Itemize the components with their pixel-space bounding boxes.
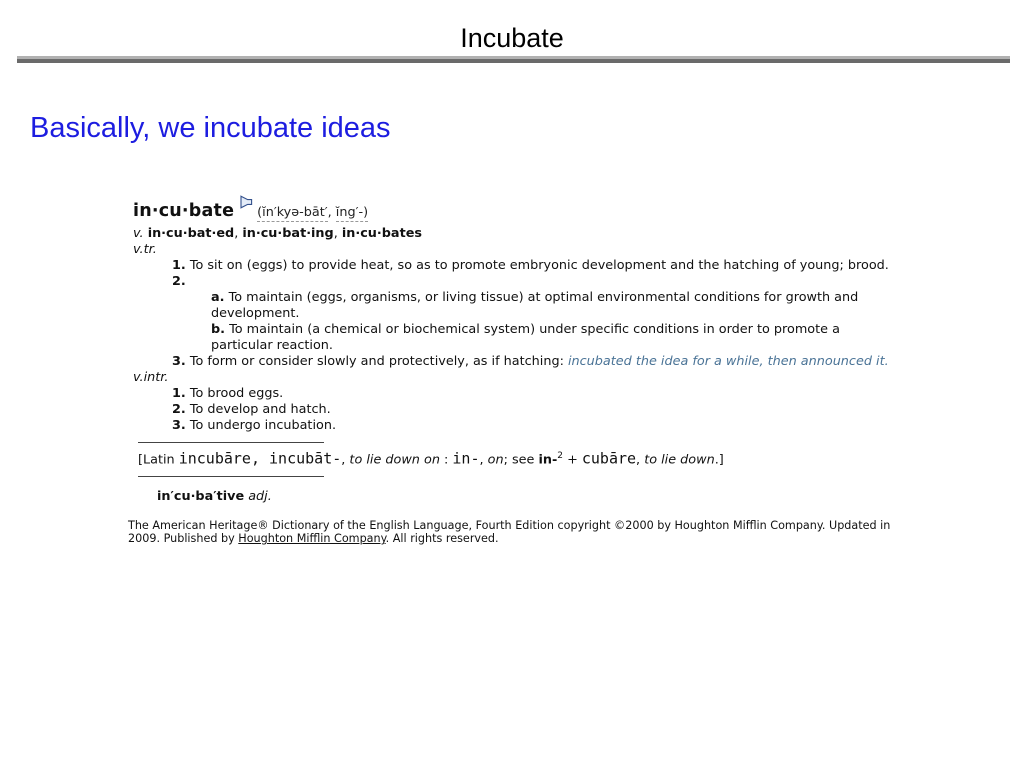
vintr-label: v.intr. xyxy=(133,370,169,385)
subsense-letter: a. xyxy=(211,290,225,305)
sense-text: To sit on (eggs) to provide heat, so as to promote embryonic development and the hatching of young; brood. xyxy=(189,258,889,273)
derived-form xyxy=(157,489,898,505)
sense-number: 1. xyxy=(172,386,186,401)
inflected-form: in·cu·bat·ing xyxy=(242,226,334,241)
sense-text: To develop and hatch. xyxy=(189,402,331,417)
pronunciation-part2: ĭng′-) xyxy=(335,205,369,220)
definition-vtr-2a xyxy=(211,290,898,322)
etymology-separator: , xyxy=(341,452,350,468)
subsense-text: To maintain (eggs, organisms, or living tissue) at optimal environmental conditions for growth and development. xyxy=(211,290,859,321)
gloss: on xyxy=(487,452,504,468)
sense-text: To undergo incubation. xyxy=(189,418,337,433)
latin-term: in- xyxy=(452,449,480,468)
speaker-icon[interactable] xyxy=(240,195,253,217)
etymology-colon: : xyxy=(439,452,453,468)
derived-pos: adj. xyxy=(248,489,272,505)
definition-vtr-2 xyxy=(172,274,898,290)
usage-example: incubated the idea for a while, then announced it. xyxy=(567,354,889,369)
dictionary-entry xyxy=(128,200,898,545)
page-title: Incubate xyxy=(460,23,564,53)
publisher-link[interactable]: Houghton Mifflin Company xyxy=(238,532,386,546)
copyright-notice xyxy=(128,519,898,545)
copyright-text: . All rights reserved. xyxy=(385,532,499,546)
definition-vintr-1 xyxy=(172,386,898,402)
subtitle: Basically, we incubate ideas xyxy=(30,112,391,144)
pronunciation-separator: , xyxy=(327,205,336,220)
headword: in·cu·bate xyxy=(133,201,235,221)
definition-vintr-2 xyxy=(172,402,898,418)
definition-vintr-3 xyxy=(172,418,898,434)
latin-term: incubāre, incubāt- xyxy=(178,449,342,468)
etymology-prefix: [Latin xyxy=(138,452,179,468)
definition-vtr-2b xyxy=(211,322,898,354)
pos-abbrev: v. xyxy=(133,226,144,241)
homograph-number: 2 xyxy=(557,451,563,461)
pronunciation-part1: (ĭn′kyə-bāt′ xyxy=(257,205,328,220)
gloss: to lie down on xyxy=(349,452,440,468)
vtr-label: v.tr. xyxy=(133,242,157,257)
etymology-see: ; see xyxy=(503,452,539,468)
etymology xyxy=(138,443,898,472)
copyright-text: The American Heritage® Dictionary of the English Language, Fourth Edition copyright ©2000 by Houghton Mifflin Company. Updated in 2009. Published by xyxy=(128,519,891,546)
sense-number: 2. xyxy=(172,402,186,417)
inflections-line xyxy=(133,226,898,242)
sense-text: To form or consider slowly and protectively, as if hatching: xyxy=(189,354,564,369)
definition-vtr-1 xyxy=(172,258,898,274)
inflection-separator: , xyxy=(234,226,243,241)
etymology-separator: , xyxy=(636,452,645,468)
title-divider-dark xyxy=(17,59,1010,63)
pronunciation-link[interactable] xyxy=(257,205,368,222)
sense-text: To brood eggs. xyxy=(189,386,284,401)
sense-number: 1. xyxy=(172,258,186,273)
title-divider xyxy=(17,56,1010,63)
subsense-letter: b. xyxy=(211,322,226,337)
etymology-divider-bottom xyxy=(138,476,324,477)
inflected-form: in·cu·bates xyxy=(341,226,422,241)
sense-number: 3. xyxy=(172,354,186,369)
gloss: to lie down xyxy=(644,452,715,468)
latin-term: cubāre xyxy=(581,449,637,468)
sense-number: 2. xyxy=(172,274,186,289)
subsense-text: To maintain (a chemical or biochemical system) under specific conditions in order to promote a particular reaction. xyxy=(211,322,840,353)
etymology-close: .] xyxy=(714,452,724,468)
derived-word: in′cu·ba′tive xyxy=(157,489,245,505)
sense-number: 3. xyxy=(172,418,186,433)
inflected-form: in·cu·bat·ed xyxy=(147,226,235,241)
inflection-separator: , xyxy=(333,226,342,241)
etymology-plus: + xyxy=(563,452,582,468)
definition-vtr-3 xyxy=(172,354,898,370)
etymology-separator: , xyxy=(479,452,488,468)
cross-reference: in- xyxy=(538,452,558,468)
headword-line xyxy=(133,200,898,226)
